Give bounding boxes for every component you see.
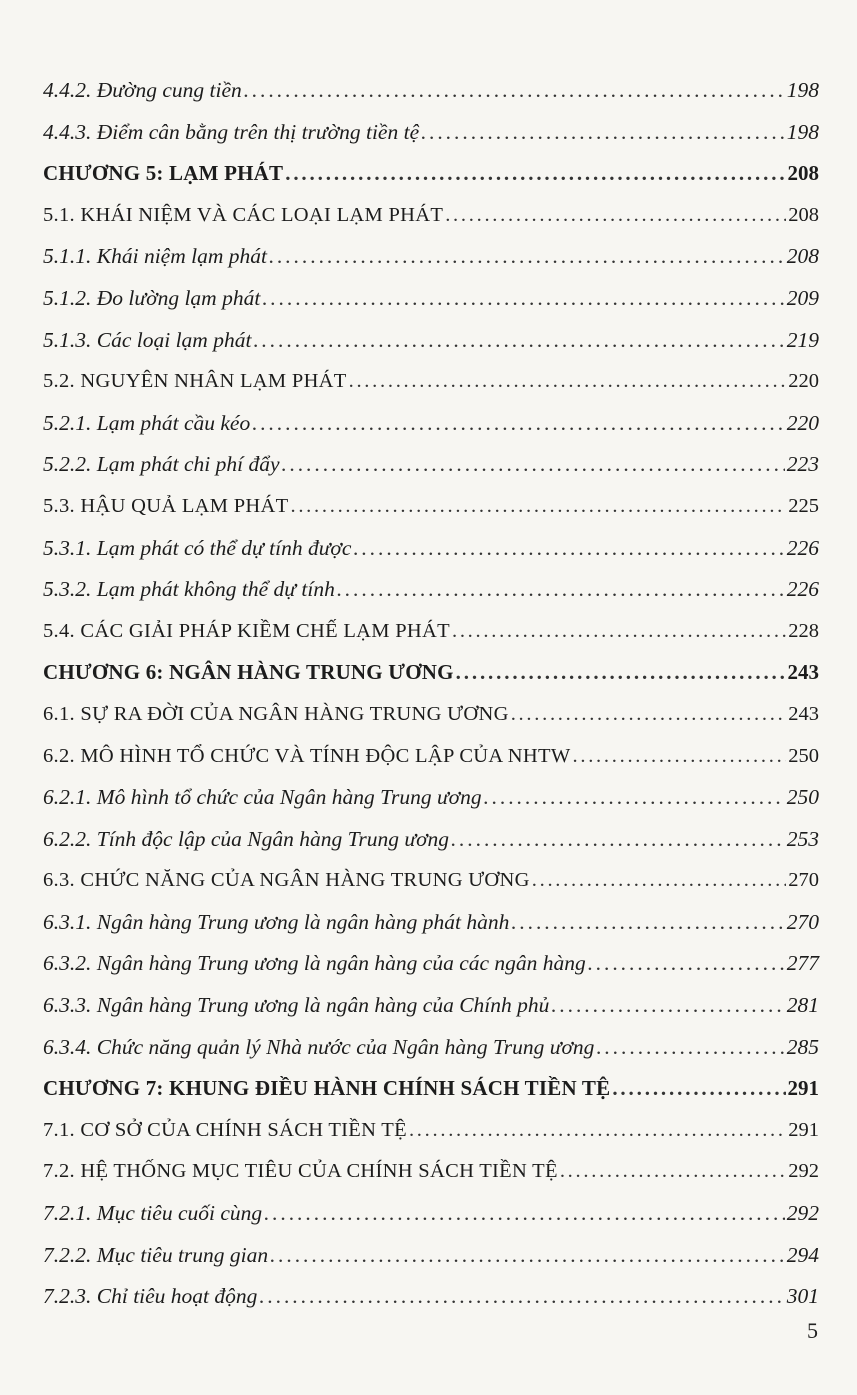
dot-leader [612,1068,785,1110]
toc-entry-page: 208 [788,203,819,226]
toc-entry-page: 208 [786,244,819,269]
toc-entry-title: 6.3.4. Chức năng quản lý Nhà nước của Ngân hàng Trung ương [43,1034,595,1059]
dot-leader [484,777,785,819]
toc-entry-page: 209 [786,285,819,310]
dot-leader [551,985,784,1027]
toc-entry-title: 6.1. SỰ RA ĐỜI CỦA NGÂN HÀNG TRUNG ƯƠNG [43,702,509,725]
toc-entry-title: 5.1. KHÁI NIỆM VÀ CÁC LOẠI LẠM PHÁT [43,203,444,226]
toc-entry [43,694,819,736]
dot-leader [262,278,784,320]
toc-entry-title: 5.4. CÁC GIẢI PHÁP KIỀM CHẾ LẠM PHÁT [43,619,450,642]
dot-leader [451,819,785,861]
toc-entry-title: 7.1. CƠ SỞ CỦA CHÍNH SÁCH TIỀN TỆ [43,1118,407,1141]
toc-entry-title: CHƯƠNG 5: LẠM PHÁT [43,161,284,186]
dot-leader [456,652,786,694]
toc-entry-page: 294 [786,1242,819,1267]
toc-entry-page: 226 [786,535,819,560]
dot-leader [532,860,787,902]
toc-entry-page: 243 [787,660,819,685]
toc-entry-title: 6.3.2. Ngân hàng Trung ương là ngân hàng của các ngân hàng [43,951,586,976]
toc-entry-page: 208 [787,161,819,186]
toc-entry-title: 7.2.3. Chỉ tiêu hoạt động [43,1284,258,1309]
toc-entry-page: 220 [788,370,819,393]
toc-entry-title: 6.3. CHỨC NĂNG CỦA NGÂN HÀNG TRUNG ƯƠNG [43,869,530,892]
toc-entry-page: 281 [786,993,819,1018]
dot-leader [596,1027,784,1069]
dot-leader [511,694,787,736]
toc-entry-title: 5.3.2. Lạm phát không thể dự tính [43,577,335,602]
dot-leader [270,1235,785,1277]
toc-entry-title: 7.2.1. Mục tiêu cuối cùng [43,1201,263,1226]
toc-entry [43,1235,819,1277]
toc-entry [43,1027,819,1069]
toc-entry-page: 270 [788,869,819,892]
dot-leader [452,611,786,653]
dot-leader [353,528,784,570]
dot-leader [269,236,785,278]
toc-entry-page: 253 [786,826,819,851]
toc-entry-title: 5.1.3. Các loại lạm phát [43,327,252,352]
toc-entry [43,112,819,154]
dot-leader [573,736,787,778]
toc-entry [43,444,819,486]
dot-leader [282,444,785,486]
dot-leader [253,320,784,362]
dot-leader [560,1151,786,1193]
dot-leader [588,943,785,985]
toc-entry-page: 292 [786,1201,819,1226]
toc-entry [43,1276,819,1318]
toc-entry-page: 277 [786,951,819,976]
toc-entry [43,361,819,403]
toc-entry-title: 6.2.2. Tính độc lập của Ngân hàng Trung ương [43,826,450,851]
toc-entry-title: 7.2.2. Mục tiêu trung gian [43,1242,269,1267]
toc-entry-page: 270 [786,909,819,934]
dot-leader [511,902,784,944]
dot-leader [445,195,786,237]
toc-entry-page: 243 [788,702,819,725]
toc-entry-page: 250 [786,785,819,810]
toc-entry-page: 228 [788,619,819,642]
toc-entry [43,943,819,985]
toc-entry [43,569,819,611]
toc-entry-page: 219 [786,327,819,352]
dot-leader [337,569,785,611]
toc-entry [43,1068,819,1110]
toc-entry [43,528,819,570]
dot-leader [259,1276,784,1318]
toc-entry-title: 6.2. MÔ HÌNH TỔ CHỨC VÀ TÍNH ĐỘC LẬP CỦA NHTW [43,744,571,767]
toc-entry-page: 291 [788,1118,819,1141]
dot-leader [264,1193,785,1235]
toc-entry [43,70,819,112]
toc-entry [43,195,819,237]
toc-entry-title: 4.4.2. Đường cung tiền [43,78,242,102]
dot-leader [252,403,785,445]
toc-entry-title: 5.2.2. Lạm phát chi phí đẩy [43,452,280,477]
toc-entry-page: 220 [786,410,819,435]
dot-leader [285,153,785,195]
toc-entry-page: 291 [787,1076,819,1101]
toc-entry-page: 292 [788,1160,819,1183]
toc-entry-title: 7.2. HỆ THỐNG MỤC TIÊU CỦA CHÍNH SÁCH TIỀN TỆ [43,1160,558,1183]
toc-entry-title: 5.1.2. Đo lường lạm phát [43,285,261,310]
toc-entry [43,403,819,445]
toc-entry [43,860,819,902]
toc-entry [43,652,819,694]
dot-leader [244,70,785,112]
table-of-contents [43,70,819,1318]
toc-entry [43,486,819,528]
toc-entry [43,777,819,819]
toc-entry-title: 5.3. HẬU QUẢ LẠM PHÁT [43,494,289,517]
toc-entry [43,819,819,861]
toc-entry-page: 198 [786,119,819,144]
toc-entry-title: 5.1.1. Khái niệm lạm phát [43,244,267,269]
toc-entry [43,1110,819,1152]
toc-entry [43,985,819,1027]
toc-entry [43,736,819,778]
toc-entry-title: 6.3.1. Ngân hàng Trung ương là ngân hàng phát hành [43,909,510,934]
toc-entry [43,278,819,320]
toc-entry-page: 301 [786,1284,819,1309]
toc-entry-page: 223 [786,452,819,477]
dot-leader [421,112,785,154]
dot-leader [290,486,786,528]
toc-entry [43,1193,819,1235]
toc-entry-title: 5.3.1. Lạm phát có thể dự tính được [43,535,352,560]
toc-entry-title: 6.3.3. Ngân hàng Trung ương là ngân hàng của Chính phủ [43,993,550,1018]
toc-entry-title: 5.2. NGUYÊN NHÂN LẠM PHÁT [43,370,347,393]
toc-entry [43,902,819,944]
toc-entry-title: CHƯƠNG 6: NGÂN HÀNG TRUNG ƯƠNG [43,660,454,685]
dot-leader [349,361,787,403]
page-number: 5 [807,1318,818,1343]
toc-entry [43,236,819,278]
toc-entry [43,1151,819,1193]
toc-entry-page: 198 [786,78,819,102]
toc-entry-page: 285 [786,1034,819,1059]
toc-entry [43,611,819,653]
toc-entry [43,320,819,362]
toc-entry-title: 5.2.1. Lạm phát cầu kéo [43,410,251,435]
toc-entry-page: 225 [788,494,819,517]
dot-leader [409,1110,786,1152]
toc-entry-title: 6.2.1. Mô hình tổ chức của Ngân hàng Trung ương [43,785,482,810]
toc-entry-page: 250 [788,744,819,767]
toc-entry-title: CHƯƠNG 7: KHUNG ĐIỀU HÀNH CHÍNH SÁCH TIỀN TỆ [43,1076,611,1101]
toc-entry-page: 226 [786,577,819,602]
toc-entry-title: 4.4.3. Điểm cân bằng trên thị trường tiền tệ [43,119,420,144]
toc-entry [43,153,819,195]
